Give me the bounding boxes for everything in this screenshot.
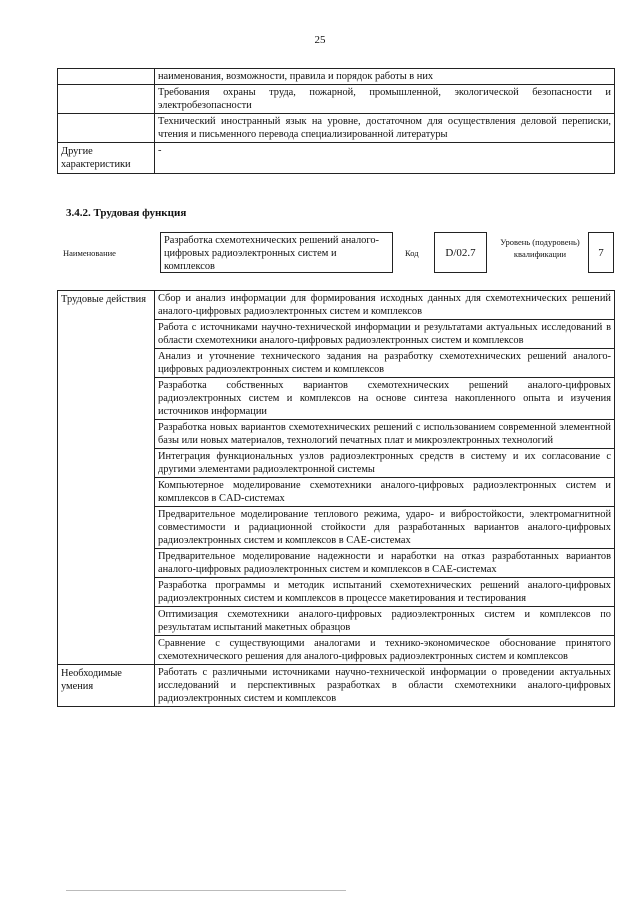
other-characteristics-value: -	[155, 143, 615, 174]
labor-action-item: Сбор и анализ информации для формирования исходных данных для схемотехнических решений аналого-цифровых радиоэлектронных систем и комплексов	[155, 291, 615, 320]
top-table-left-cell	[58, 69, 155, 85]
table-row	[58, 291, 615, 320]
top-table-right-cell: наименования, возможности, правила и порядок работы в них	[155, 69, 615, 85]
labor-action-item: Разработка собственных вариантов схемотехнических решений аналого-цифровых радиоэлектронных систем и комплексов на основе синтеза накопленного опыта и изучения источников информации	[155, 378, 615, 420]
labor-action-item: Разработка новых вариантов схемотехнических решений с использованием современной элементной базы или новых материалов, технологий печатных плат и микроэлектронных технологий	[155, 420, 615, 449]
name-label: Наименование	[63, 248, 116, 258]
labor-actions-label: Трудовые действия	[58, 291, 155, 665]
top-table-left-cell	[58, 85, 155, 114]
labor-action-item: Сравнение с существующими аналогами и технико-экономическое обоснование принятого схемотехнического решения для аналого-цифровых радиоэлектронных систем и комплексов	[155, 636, 615, 665]
other-characteristics-label: Другие характеристики	[58, 143, 155, 174]
labor-action-item: Разработка программы и методик испытаний схемотехнических решений аналого-цифровых радиоэлектронных систем и комплексов в процессе макетирования и тестирования	[155, 578, 615, 607]
table-row	[58, 665, 615, 707]
required-skills-label: Необходимые умения	[58, 665, 155, 707]
section-title: 3.4.2. Трудовая функция	[66, 207, 187, 219]
top-table-left-cell	[58, 114, 155, 143]
code-value-box: D/02.7	[434, 232, 487, 273]
labor-action-item: Анализ и уточнение технического задания на разработку схемотехнических решений аналого-цифровых радиоэлектронных систем и комплексов	[155, 349, 615, 378]
top-table-right-cell: Технический иностранный язык на уровне, достаточном для осуществления деловой переписки, чтения и письменного перевода специализированной литературы	[155, 114, 615, 143]
labor-action-item: Предварительное моделирование надежности и наработки на отказ разработанных вариантов аналого-цифровых радиоэлектронных систем и комплексов в CAE-системах	[155, 549, 615, 578]
required-skill-item: Работать с различными источниками научно-технической информации о проведении актуальных исследований и перспективных разработках в области схемотехники аналого-цифровых радиоэлектронных систем и комплексов	[155, 665, 615, 707]
labor-action-item: Оптимизация схемотехники аналого-цифровых радиоэлектронных систем и комплексов по результатам испытаний макетных образцов	[155, 607, 615, 636]
table-row	[58, 143, 615, 174]
level-value-box: 7	[588, 232, 614, 273]
main-table	[57, 290, 615, 707]
table-row	[58, 85, 615, 114]
page-number: 25	[314, 34, 326, 46]
function-header	[57, 230, 614, 276]
top-table-right-cell: Требования охраны труда, пожарной, промышленной, экологической безопасности и электробезопасности	[155, 85, 615, 114]
code-label: Код	[405, 248, 419, 258]
labor-action-item: Работа с источниками научно-технической информации и результатами актуальных исследований в области схемотехники аналого-цифровых радиоэлектронных систем и комплексов	[155, 320, 615, 349]
table-row	[58, 69, 615, 85]
name-value-box: Разработка схемотехнических решений аналого-цифровых радиоэлектронных систем и комплексов	[160, 232, 393, 273]
labor-action-item: Предварительное моделирование теплового режима, ударо- и вибростойкости, электромагнитной совместимости и радиационной стойкости для разработанных вариантов аналого-цифровых радиоэлектронных систем и комплексов в CAE-системах	[155, 507, 615, 549]
level-label: Уровень (подуровень) квалификации	[500, 237, 580, 259]
top-table	[57, 68, 615, 174]
labor-action-item: Компьютерное моделирование схемотехники аналого-цифровых радиоэлектронных систем и комплексов в CAD-системах	[155, 478, 615, 507]
labor-action-item: Интеграция функциональных узлов радиоэлектронных средств в систему и их согласование с другими элементами радиоэлектронной системы	[155, 449, 615, 478]
table-row	[58, 114, 615, 143]
bottom-divider	[66, 890, 346, 891]
